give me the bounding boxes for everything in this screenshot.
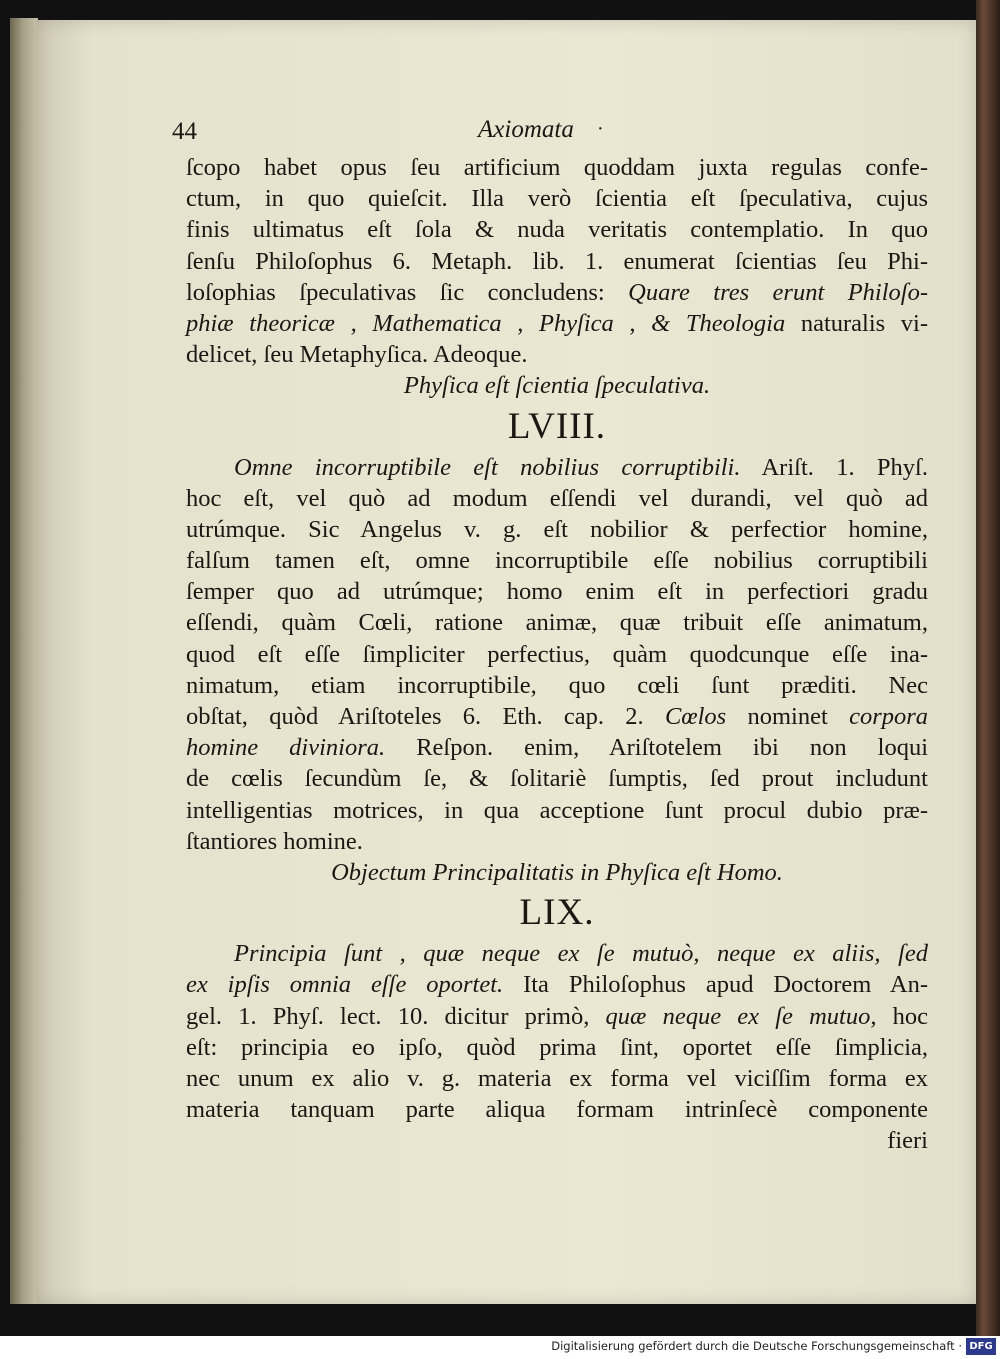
section-heading: LVIII. — [507, 405, 607, 447]
axiom-statement: Phyſica eſt ſcientia ſpeculativa. — [403, 372, 711, 400]
text-line: homine diviniora. Reſpon. enim, Ariſtotelem ibi non loqui — [186, 734, 928, 762]
running-title: Axiomata — [478, 116, 574, 143]
page-number: 44 — [172, 118, 197, 145]
text-line: obſtat, quòd Ariſtoteles 6. Eth. cap. 2. Cœlos nominet corpora — [186, 703, 929, 730]
text-line: eſſendi, quàm Cœli, ratione animæ, quæ tribuit eſſe animatum, — [186, 609, 928, 637]
funding-credit: Digitalisierung gefördert durch die Deutsche Forschungsgemeinschaft · — [551, 1339, 962, 1353]
text-line: phiæ theoricæ , Mathematica , Phyſica , & Theologia naturalis vi- — [186, 309, 929, 337]
text-line: intelligentias motrices, in qua acceptione ſunt procul dubio præ- — [186, 796, 928, 824]
text-line: eſt: principia eo ipſo, quòd prima ſint, oportet eſſe ſimplicia, — [186, 1033, 928, 1061]
text-line: falſum tamen eſt, omne incorruptibile eſſe nobilius corruptibili — [186, 547, 928, 575]
text-line: Omne incorruptibile eſt nobilius corruptibili. Ariſt. 1. Phyſ. — [234, 453, 928, 481]
text-line: materia tanquam parte aliqua formam intrinſecè componente — [186, 1096, 928, 1124]
text-line: ſenſu Philoſophus 6. Metaph. lib. 1. enumerat ſcientias ſeu Phi- — [186, 247, 928, 275]
text-line: ctum, in quo quieſcit. Illa verò ſcientia eſt ſpeculativa, cujus — [186, 185, 928, 213]
catchword: fieri — [887, 1127, 928, 1155]
text-line: ſemper quo ad utrúmque; homo enim eſt in perfectiori gradu — [186, 578, 928, 606]
text-line: quod eſt eſſe ſimpliciter perfectius, quàm quodcunque eſſe ina- — [186, 640, 928, 668]
header-mark: · — [597, 118, 604, 140]
text-line: Principia ſunt , quæ neque ex ſe mutuò, neque ex aliis, ſed — [234, 940, 928, 968]
footer-bar — [0, 1336, 1000, 1359]
text-line: finis ultimatus eſt ſola & nuda veritatis contemplatio. In quo — [186, 216, 928, 244]
text-line: gel. 1. Phyſ. lect. 10. dicitur primò, quæ neque ex ſe mutuo, hoc — [186, 1002, 929, 1030]
text-line: loſophias ſpeculativas ſic concludens: Quare tres erunt Philoſo- — [186, 278, 929, 306]
text-line: delicet, ſeu Metaphyſica. Adeoque. — [186, 341, 528, 369]
text-line: ſtantiores homine. — [186, 827, 363, 855]
page-text — [186, 152, 928, 1156]
text-line: nimatum, etiam incorruptibile, quo cœli ſunt præditi. Nec — [186, 671, 928, 699]
axiom-statement: Objectum Principalitatis in Phyſica eſt Homo. — [331, 858, 783, 886]
text-line: nec unum ex alio v. g. materia ex forma vel viciſſim forma ex — [186, 1064, 928, 1092]
text-line: hoc eſt, vel quò ad modum eſſendi vel durandi, vel quò ad — [186, 484, 928, 512]
text-line: ex ipſis omnia eſſe oportet. Ita Philoſophus apud Doctorem An- — [186, 971, 928, 999]
text-line: utrúmque. Sic Angelus v. g. eſt nobilior & perfectior homine, — [186, 515, 928, 543]
page-stack-edge — [10, 18, 38, 1304]
text-line: ſcopo habet opus ſeu artificium quoddam juxta regulas confe- — [186, 154, 928, 181]
dfg-logo: DFG — [966, 1338, 996, 1355]
book-cover-edge — [976, 0, 1000, 1336]
text-line: de cœlis ſecundùm ſe, & ſolitariè ſumptis, ſed prout includunt — [186, 765, 928, 793]
section-heading: LIX. — [519, 892, 595, 934]
